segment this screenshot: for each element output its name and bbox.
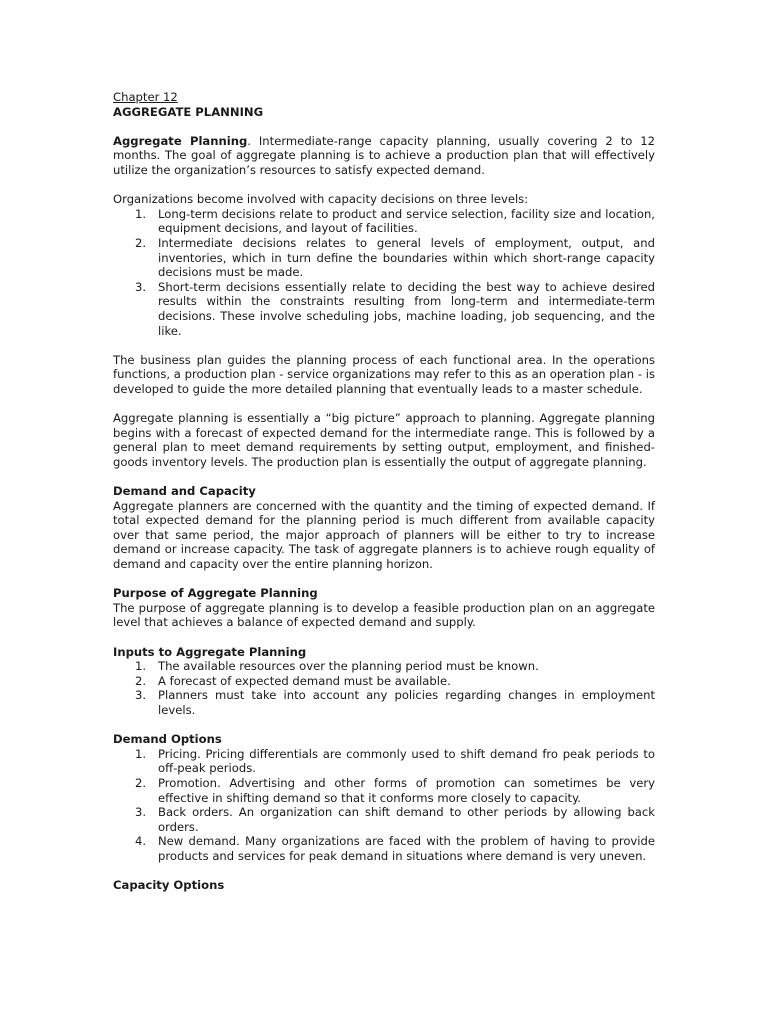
big-picture-paragraph: Aggregate planning is essentially a “big picture” approach to planning. Aggregate planning begins with a forecast of expected demand for the intermediate range. This is followed by a general plan to meet demand requirements by setting output, employment, and finished-goods inventory levels. The production plan is essentially the output of aggregate planning. <box>113 411 655 469</box>
section-heading-capacity-options: Capacity Options <box>113 878 225 893</box>
purpose-paragraph: The purpose of aggregate planning is to develop a feasible production plan on an aggregate level that achieves a balance of expected demand and supply. <box>113 600 655 630</box>
inputs-list <box>113 659 655 717</box>
section-heading-demand-options: Demand Options <box>113 732 222 747</box>
levels-list <box>113 207 655 338</box>
intro-paragraph <box>113 134 655 178</box>
list-item: 1. Long-term decisions relate to product and service selection, facility size and location, equipment decisions, and layout of facilities. <box>135 206 655 236</box>
section-heading-inputs: Inputs to Aggregate Planning <box>113 644 307 659</box>
list-item: 1. Pricing. Pricing differentials are commonly used to shift demand fro peak periods to off-peak periods. <box>135 746 655 776</box>
section-heading-purpose: Purpose of Aggregate Planning <box>113 586 318 601</box>
document-page <box>113 90 655 893</box>
list-item: 2. Promotion. Advertising and other forms of promotion can sometimes be very effective in shifting demand so that it conforms more closely to capacity. <box>135 775 655 805</box>
intro-lead: Aggregate Planning <box>113 133 248 148</box>
page-title: AGGREGATE PLANNING <box>113 104 264 119</box>
list-item: 1. The available resources over the planning period must be known. <box>135 659 539 674</box>
list-item: 3. Back orders. An organization can shift demand to other periods by allowing back orders. <box>135 805 655 834</box>
demand-options-list <box>113 747 655 864</box>
business-plan-paragraph: The business plan guides the planning process of each functional area. In the operations functions, a production plan - service organizations may refer to this as an operation plan - is developed to guide the more detailed planning that eventually leads to a master schedule. <box>113 352 655 396</box>
list-item: 4. New demand. Many organizations are faced with the problem of having to provide products and services for peak demand in situations where demand is very uneven. <box>135 834 655 863</box>
list-item: 3. Planners must take into account any policies regarding changes in employment levels. <box>135 688 655 717</box>
chapter-label: Chapter 12 <box>113 90 178 104</box>
list-item: 2. A forecast of expected demand must be available. <box>135 673 451 688</box>
list-item: 3. Short-term decisions essentially relate to deciding the best way to achieve desired results within the constraints resulting from long-term and intermediate-term decisions. These involve scheduling jobs, machine loading, job sequencing, and the like. <box>135 279 655 338</box>
demand-capacity-paragraph: Aggregate planners are concerned with the quantity and the timing of expected demand. If total expected demand for the planning period is much different from available capacity over that same period, the major approach of planners will be either to try to increase demand or increase capacity. The task of aggregate planners is to achieve rough equality of demand and capacity over the entire planning horizon. <box>113 498 655 571</box>
section-heading-demand-capacity: Demand and Capacity <box>113 484 256 499</box>
levels-intro: Organizations become involved with capacity decisions on three levels: <box>113 192 529 207</box>
list-item: 2. Intermediate decisions relates to general levels of employment, output, and inventories, which in turn define the boundaries within which short-range capacity decisions must be made. <box>135 235 655 280</box>
intro-text: . Intermediate-range capacity planning, usually covering 2 to 12 months. The goal of aggregate planning is to achieve a production plan that will effectively utilize the organization’s resources to satisfy expected demand. <box>113 133 655 177</box>
